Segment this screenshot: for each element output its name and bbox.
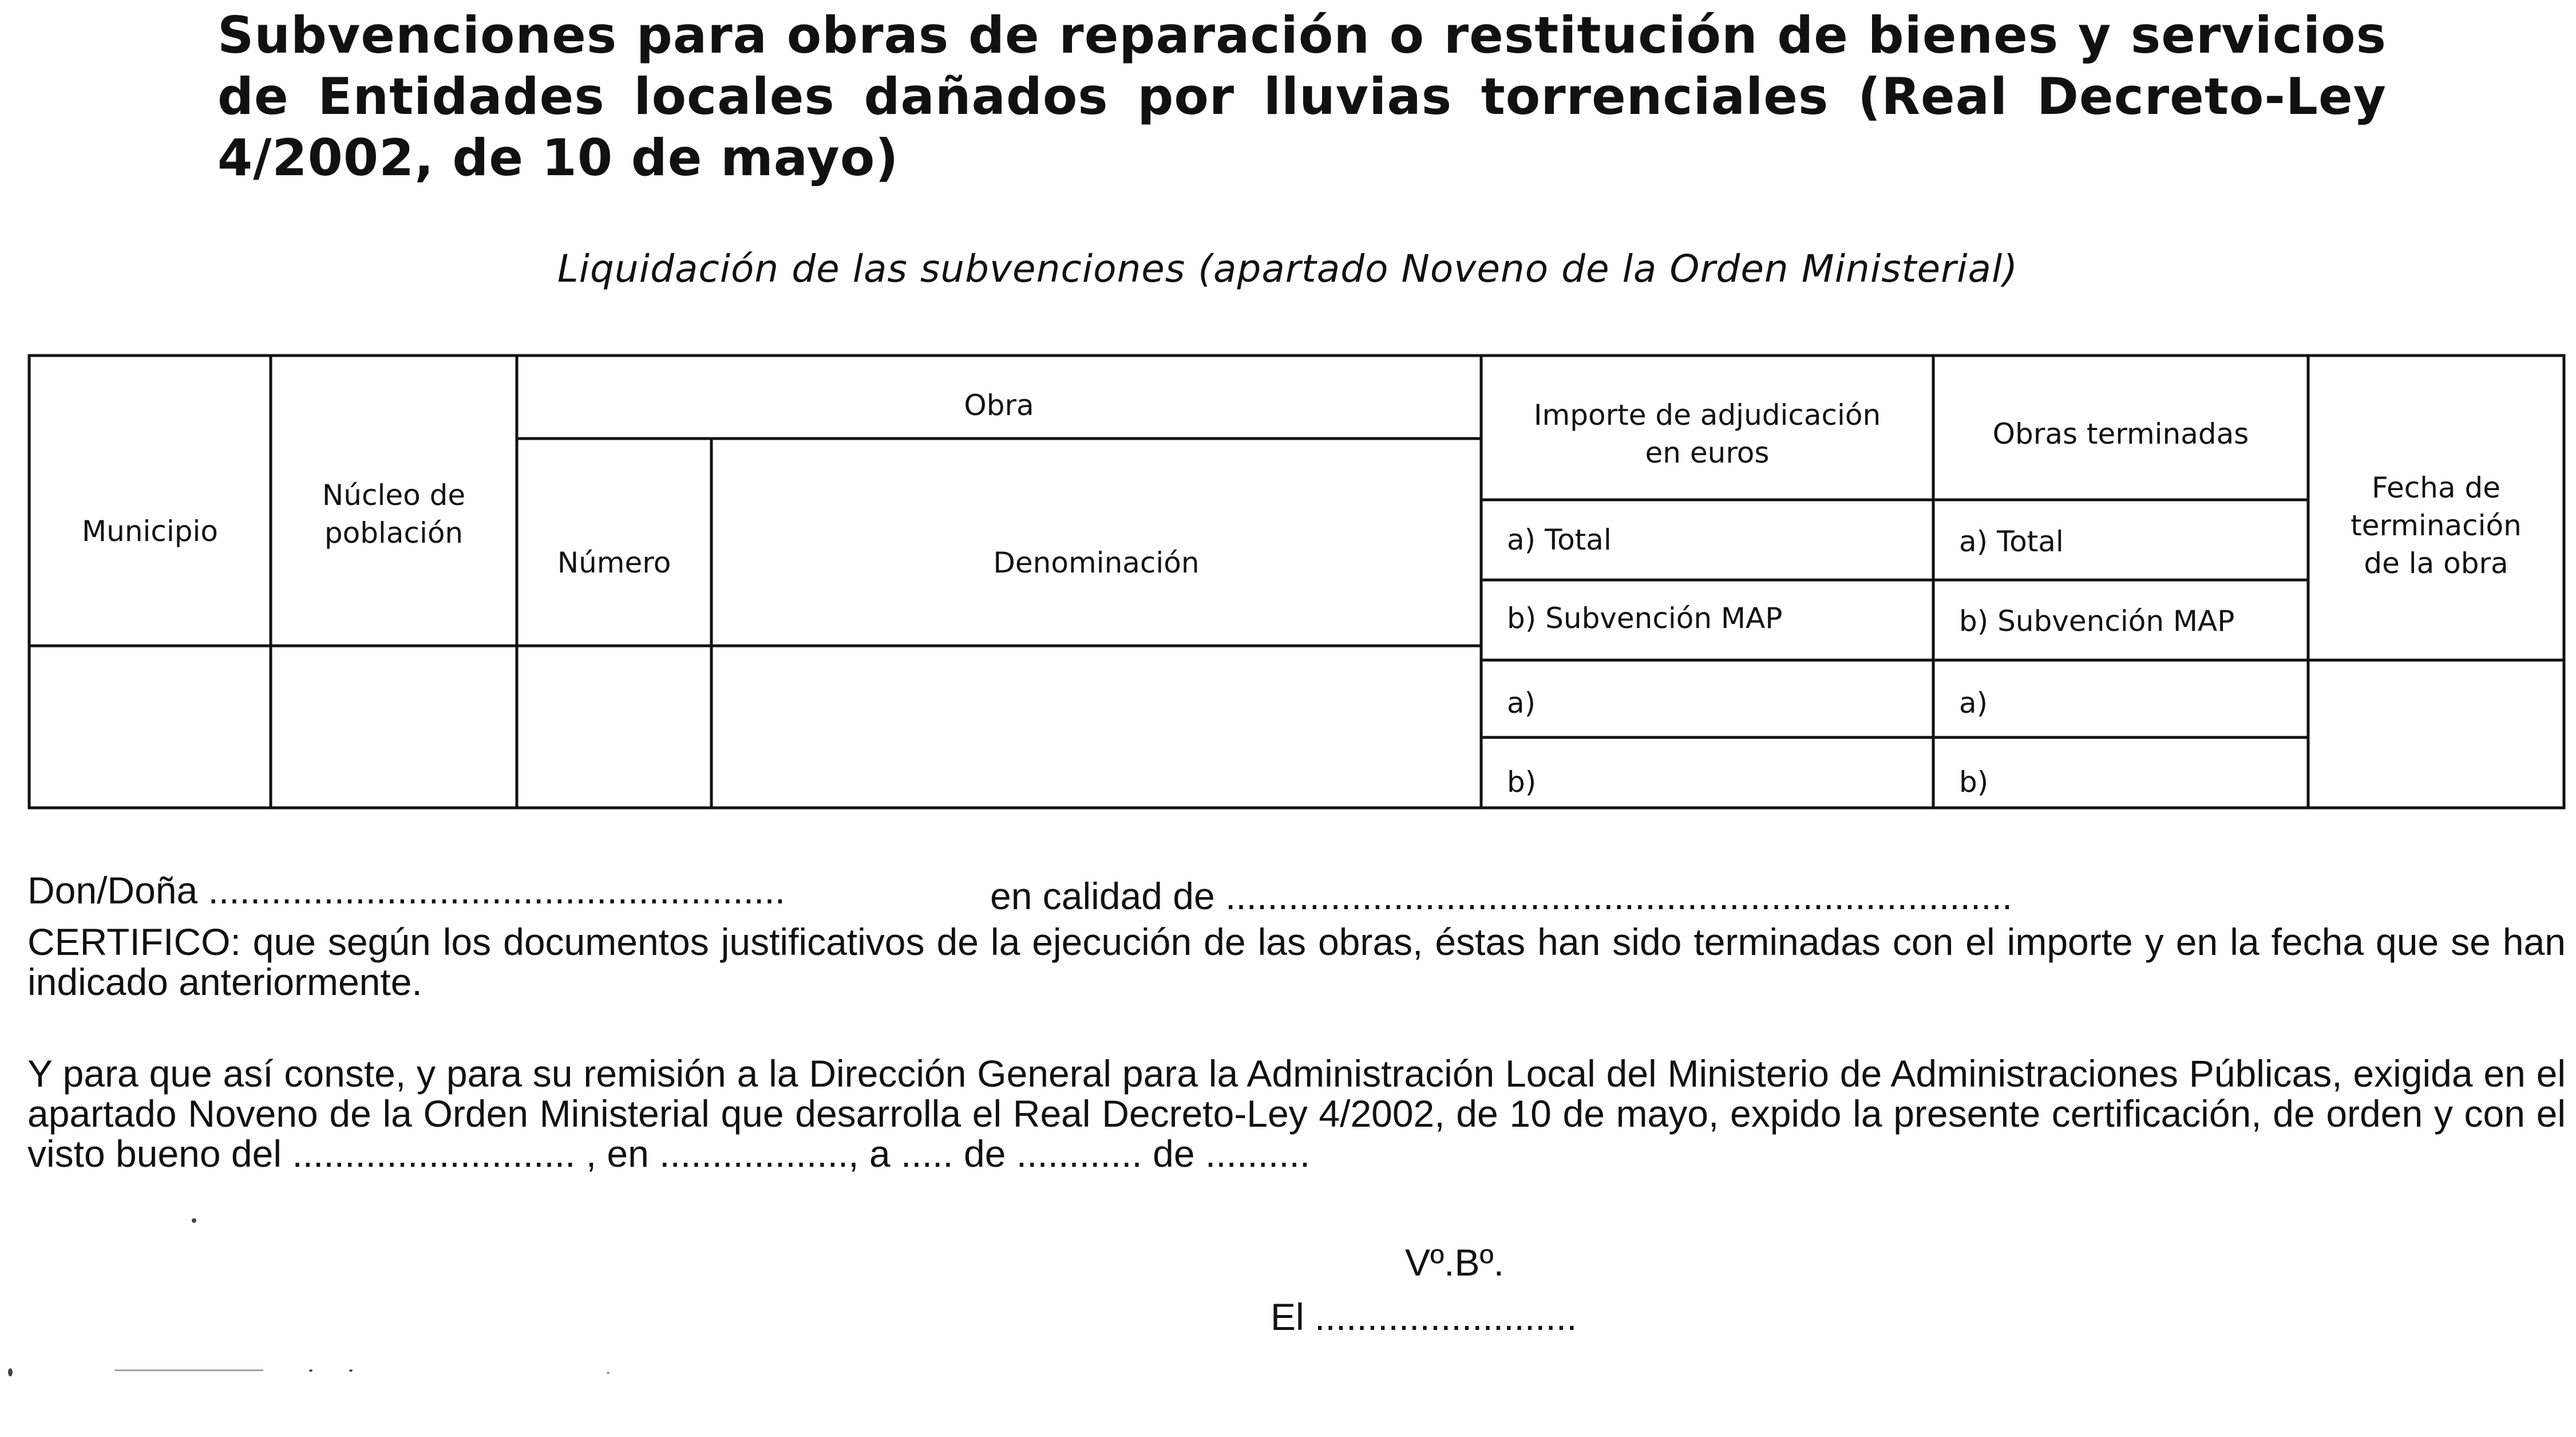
importe-b-field: b) (1507, 765, 1537, 799)
header-importe-line2: en euros (1645, 436, 1770, 469)
header-fecha-line2: terminación (2351, 509, 2522, 542)
header-importe (1481, 377, 1933, 491)
header-numero: Número (557, 546, 671, 579)
header-fecha (2308, 451, 2564, 600)
certifico-paragraph: CERTIFICO: que según los documentos justificativos de la ejecución de las obras, éstas han sido terminadas con el importe y en la fecha que se han indicado anteriormente. (27, 921, 2566, 1003)
scan-speck (349, 1369, 353, 1372)
liquidation-table (27, 354, 2566, 812)
header-denominacion: Denominación (993, 546, 1200, 579)
el-signature-line: El ......................... (1271, 1296, 1577, 1338)
scan-speck (192, 1218, 196, 1223)
importe-subvencion-label: b) Subvención MAP (1507, 602, 1783, 635)
terminadas-b-field: b) (1959, 765, 1989, 799)
terminadas-a-field: a) (1959, 686, 1988, 720)
header-obras-terminadas: Obras terminadas (1992, 417, 2249, 451)
en-calidad-line: en calidad de ........................................................................... (990, 875, 2013, 917)
document-subtitle: Liquidación de las subvenciones (apartado Noveno de la Orden Ministerial) (557, 247, 2019, 291)
visto-bueno: Vº.Bº. (1405, 1241, 1504, 1284)
don-dona-line: Don/Doña ....................................................... (27, 869, 786, 911)
scan-speck (114, 1369, 263, 1371)
terminadas-subvencion-label: b) Subvención MAP (1959, 605, 2235, 638)
scan-speck (8, 1368, 13, 1376)
terminadas-total-label: a) Total (1959, 525, 2064, 558)
scan-speck (607, 1372, 610, 1374)
header-fecha-line1: Fecha de (2372, 471, 2500, 504)
header-municipio: Municipio (81, 515, 218, 548)
constancia-paragraph: Y para que así conste, y para su remisión a la Dirección General para la Administración Local del Ministerio de Administraciones Públicas, exigida en el apartado Noveno de la Orden Ministerial que desarrolla el Real Decreto-Ley 4/2002, de 10 de mayo, expido la presente certificación, de orden y con el visto bueno del ........................... , en .................., a ..... de ............ de .......... (27, 1052, 2566, 1175)
scan-speck (309, 1369, 312, 1372)
header-nucleo-line2: población (324, 516, 464, 550)
importe-total-label: a) Total (1507, 523, 1612, 556)
header-fecha-line3: de la obra (2364, 547, 2508, 580)
document-title: Subvenciones para obras de reparación o restitución de bienes y servicios de Entidades locales dañados por lluvias torrenciales (Real Decreto-Ley 4/2002, de 10 de mayo) (217, 6, 2387, 187)
header-nucleo-line1: Núcleo de (322, 479, 466, 512)
header-obra: Obra (964, 389, 1034, 422)
header-importe-line1: Importe de adjudicación (1533, 398, 1881, 432)
importe-a-field: a) (1507, 686, 1536, 720)
header-nucleo (271, 457, 517, 571)
